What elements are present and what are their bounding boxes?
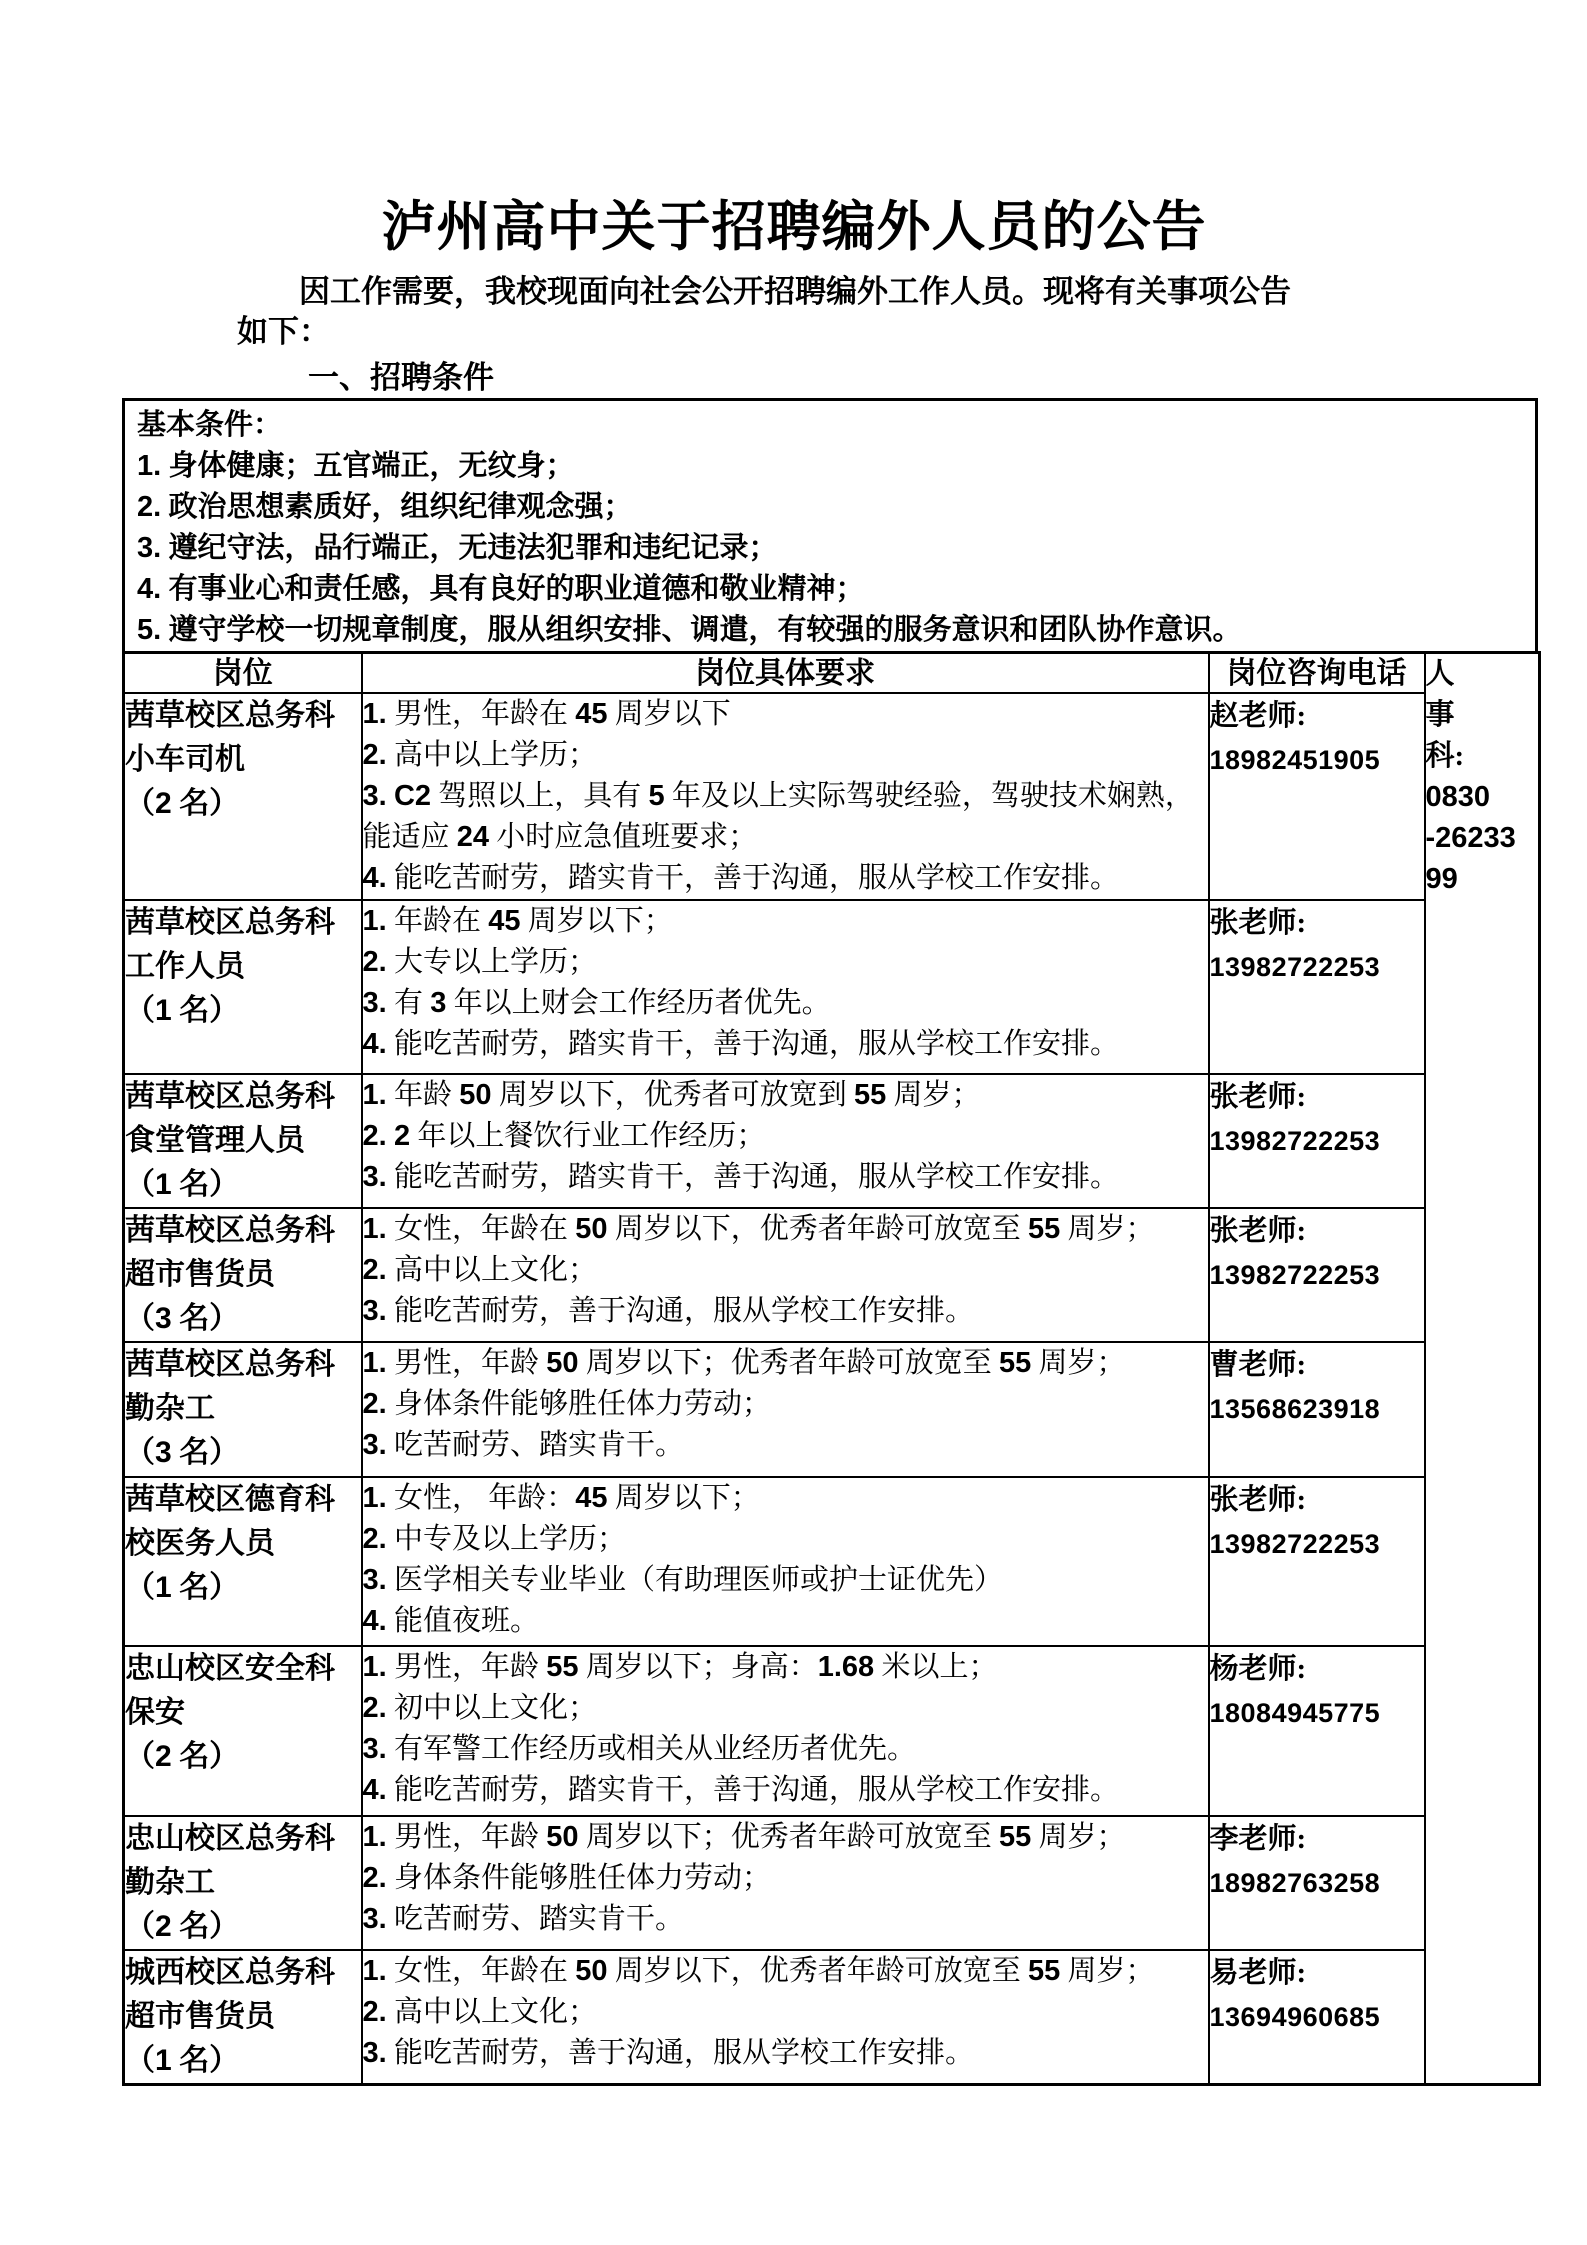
requirement-line: 1. 女性，年龄在 50 周岁以下，优秀者年龄可放宽至 55 周岁； — [362, 1955, 1155, 1987]
contact-phone: 13694960685 — [1209, 2002, 1381, 2032]
contact-cell — [1209, 693, 1425, 900]
requirement-line: 3. 吃苦耐劳、踏实肯干。 — [362, 1429, 684, 1461]
requirement-line: 1. 年龄 50 周岁以下，优秀者可放宽到 55 周岁； — [362, 1079, 981, 1111]
condition-item: 4. 有事业心和责任感，具有良好的职业道德和敬业精神； — [137, 573, 865, 605]
position-cell — [124, 1074, 362, 1208]
requirements-cell — [362, 1816, 1209, 1950]
position-headcount: （2 名） — [125, 787, 240, 820]
requirement-line: 4. 能吃苦耐劳，踏实肯干，善于沟通，服从学校工作安排。 — [362, 1774, 1119, 1806]
contact-name: 杨老师: — [1209, 1653, 1307, 1685]
page-content — [122, 0, 1538, 2086]
requirements-cell — [362, 900, 1209, 1074]
contact-phone: 18982763258 — [1209, 1868, 1381, 1898]
hr-office-line: -26233 — [1425, 822, 1516, 854]
contact-name: 曹老师: — [1209, 1349, 1307, 1381]
column-header-requirements: 岗位具体要求 — [362, 653, 1209, 694]
requirement-line: 3. 有 3 年以上财会工作经历者优先。 — [362, 987, 831, 1019]
hr-office-line: 科: — [1425, 740, 1465, 772]
table-row — [124, 900, 1540, 1074]
position-role: 勤杂工 — [125, 1392, 215, 1425]
position-headcount: （3 名） — [125, 1302, 240, 1335]
contact-cell — [1209, 1074, 1425, 1208]
contact-cell — [1209, 1477, 1425, 1646]
contact-name: 李老师: — [1209, 1823, 1307, 1855]
intro-line-1: 因工作需要，我校现面向社会公开招聘编外工作人员。现将有关事项公告 — [299, 274, 1291, 309]
requirement-line: 2. 高中以上学历； — [362, 739, 597, 771]
jobs-table — [122, 651, 1541, 2086]
requirement-line: 2. 高中以上文化； — [362, 1996, 597, 2028]
basic-conditions-box — [122, 398, 1538, 651]
position-role: 小车司机 — [125, 743, 245, 776]
basic-conditions-title: 基本条件： — [137, 409, 283, 441]
requirement-line: 2. 2 年以上餐饮行业工作经历； — [362, 1120, 766, 1152]
position-headcount: （1 名） — [125, 994, 240, 1027]
position-dept: 茜草校区总务科 — [125, 1214, 335, 1247]
contact-phone: 13982722253 — [1209, 1529, 1381, 1559]
requirement-line: 4. 能值夜班。 — [362, 1605, 539, 1637]
hr-office-line: 事 — [1425, 699, 1455, 731]
condition-item: 1. 身体健康；五官端正，无纹身； — [137, 450, 575, 482]
contact-cell — [1209, 1342, 1425, 1477]
section-heading-recruit-conditions: 一、招聘条件 — [308, 360, 494, 395]
contact-name: 张老师: — [1209, 1081, 1307, 1113]
table-row — [124, 1208, 1540, 1342]
position-role: 校医务人员 — [125, 1527, 275, 1560]
position-role: 食堂管理人员 — [125, 1124, 305, 1157]
requirement-line: 1. 男性，年龄 50 周岁以下；优秀者年龄可放宽至 55 周岁； — [362, 1821, 1126, 1853]
contact-phone: 13982722253 — [1209, 952, 1381, 982]
requirement-line: 2. 高中以上文化； — [362, 1254, 597, 1286]
requirement-line: 1. 男性，年龄在 45 周岁以下 — [362, 698, 731, 730]
position-dept: 茜草校区总务科 — [125, 1348, 335, 1381]
requirement-line: 4. 能吃苦耐劳，踏实肯干，善于沟通，服从学校工作安排。 — [362, 1028, 1119, 1060]
position-cell — [124, 900, 362, 1074]
requirements-cell — [362, 1342, 1209, 1477]
position-dept: 城西校区总务科 — [125, 1956, 335, 1989]
position-cell — [124, 1816, 362, 1950]
condition-item: 5. 遵守学校一切规章制度，服从组织安排、调遣，有较强的服务意识和团队协作意识。 — [137, 614, 1242, 646]
table-row — [124, 1477, 1540, 1646]
column-header-phone: 岗位咨询电话 — [1209, 653, 1425, 694]
requirement-line: 1. 男性，年龄 55 周岁以下；身高：1.68 米以上； — [362, 1651, 998, 1683]
requirement-line: 2. 大专以上学历； — [362, 946, 597, 978]
requirement-line: 4. 能吃苦耐劳，踏实肯干，善于沟通，服从学校工作安排。 — [362, 862, 1119, 894]
position-cell — [124, 1342, 362, 1477]
table-row — [124, 1342, 1540, 1477]
requirement-line: 3. 有军警工作经历或相关从业经历者优先。 — [362, 1733, 916, 1765]
requirements-cell — [362, 693, 1209, 900]
requirement-line: 2. 初中以上文化； — [362, 1692, 597, 1724]
contact-phone: 13568623918 — [1209, 1394, 1381, 1424]
position-headcount: （1 名） — [125, 1571, 240, 1604]
intro-line-2: 如下： — [237, 314, 330, 349]
contact-phone: 18084945775 — [1209, 1698, 1381, 1728]
position-cell — [124, 1477, 362, 1646]
condition-item: 2. 政治思想素质好，组织纪律观念强； — [137, 491, 633, 523]
requirement-line: 1. 男性，年龄 50 周岁以下；优秀者年龄可放宽至 55 周岁； — [362, 1347, 1126, 1379]
requirements-cell — [362, 1208, 1209, 1342]
position-cell — [124, 1950, 362, 2085]
table-row — [124, 1816, 1540, 1950]
requirement-line: 2. 身体条件能够胜任体力劳动； — [362, 1388, 771, 1420]
intro-paragraph — [237, 272, 1477, 352]
contact-name: 张老师: — [1209, 1215, 1307, 1247]
position-role: 保安 — [125, 1696, 185, 1729]
position-cell — [124, 1208, 362, 1342]
requirement-line: 1. 女性，年龄在 50 周岁以下，优秀者年龄可放宽至 55 周岁； — [362, 1213, 1155, 1245]
contact-phone: 13982722253 — [1209, 1260, 1381, 1290]
contact-name: 张老师: — [1209, 1484, 1307, 1516]
contact-phone: 13982722253 — [1209, 1126, 1381, 1156]
table-row — [124, 1646, 1540, 1816]
column-header-position: 岗位 — [124, 653, 362, 694]
position-headcount: （1 名） — [125, 1168, 240, 1201]
requirement-line: 3. 吃苦耐劳、踏实肯干。 — [362, 1903, 684, 1935]
position-cell — [124, 1646, 362, 1816]
position-dept: 茜草校区总务科 — [125, 1080, 335, 1113]
position-dept: 茜草校区总务科 — [125, 906, 335, 939]
requirement-line: 2. 中专及以上学历； — [362, 1523, 626, 1555]
contact-phone: 18982451905 — [1209, 745, 1381, 775]
contact-cell — [1209, 1950, 1425, 2085]
position-role: 超市售货员 — [125, 1258, 275, 1291]
position-dept: 忠山校区安全科 — [125, 1652, 335, 1685]
table-header-row — [124, 653, 1540, 694]
contact-name: 赵老师: — [1209, 700, 1307, 732]
position-headcount: （2 名） — [125, 1740, 240, 1773]
contact-name: 张老师: — [1209, 907, 1307, 939]
contact-cell — [1209, 1816, 1425, 1950]
table-row — [124, 1074, 1540, 1208]
condition-item: 3. 遵纪守法，品行端正，无违法犯罪和违纪记录； — [137, 532, 778, 564]
requirement-line: 3. 医学相关专业毕业（有助理医师或护士证优先） — [362, 1564, 1003, 1596]
position-dept: 忠山校区总务科 — [125, 1822, 335, 1855]
requirements-cell — [362, 1074, 1209, 1208]
position-dept: 茜草校区总务科 — [125, 699, 335, 732]
page-title: 泸州高中关于招聘编外人员的公告 — [381, 197, 1207, 257]
hr-office-line: 人 — [1425, 658, 1455, 690]
table-row — [124, 1950, 1540, 2085]
position-role: 超市售货员 — [125, 2000, 275, 2033]
position-dept: 茜草校区德育科 — [125, 1483, 335, 1516]
requirement-line: 3. 能吃苦耐劳，踏实肯干，善于沟通，服从学校工作安排。 — [362, 1161, 1119, 1193]
hr-office-line: 0830 — [1425, 781, 1491, 813]
hr-office-cell — [1425, 653, 1540, 2085]
requirement-line: 1. 年龄在 45 周岁以下； — [362, 905, 673, 937]
position-headcount: （2 名） — [125, 1910, 240, 1943]
requirements-cell — [362, 1646, 1209, 1816]
position-headcount: （3 名） — [125, 1436, 240, 1469]
table-row — [124, 693, 1540, 900]
requirement-line: 3. 能吃苦耐劳，善于沟通，服从学校工作安排。 — [362, 2037, 974, 2069]
position-headcount: （1 名） — [125, 2044, 240, 2077]
position-role: 勤杂工 — [125, 1866, 215, 1899]
hr-office-line: 99 — [1425, 863, 1458, 895]
requirement-line: 3. C2 驾照以上，具有 5 年及以上实际驾驶经验，驾驶技术娴熟，能适应 24 小时应急值班要求； — [362, 780, 1194, 853]
position-role: 工作人员 — [125, 950, 245, 983]
contact-name: 易老师: — [1209, 1957, 1307, 1989]
requirements-cell — [362, 1477, 1209, 1646]
contact-cell — [1209, 1646, 1425, 1816]
contact-cell — [1209, 900, 1425, 1074]
requirements-cell — [362, 1950, 1209, 2085]
requirement-line: 1. 女性， 年龄：45 周岁以下； — [362, 1482, 760, 1514]
contact-cell — [1209, 1208, 1425, 1342]
requirement-line: 2. 身体条件能够胜任体力劳动； — [362, 1862, 771, 1894]
requirement-line: 3. 能吃苦耐劳，善于沟通，服从学校工作安排。 — [362, 1295, 974, 1327]
position-cell — [124, 693, 362, 900]
